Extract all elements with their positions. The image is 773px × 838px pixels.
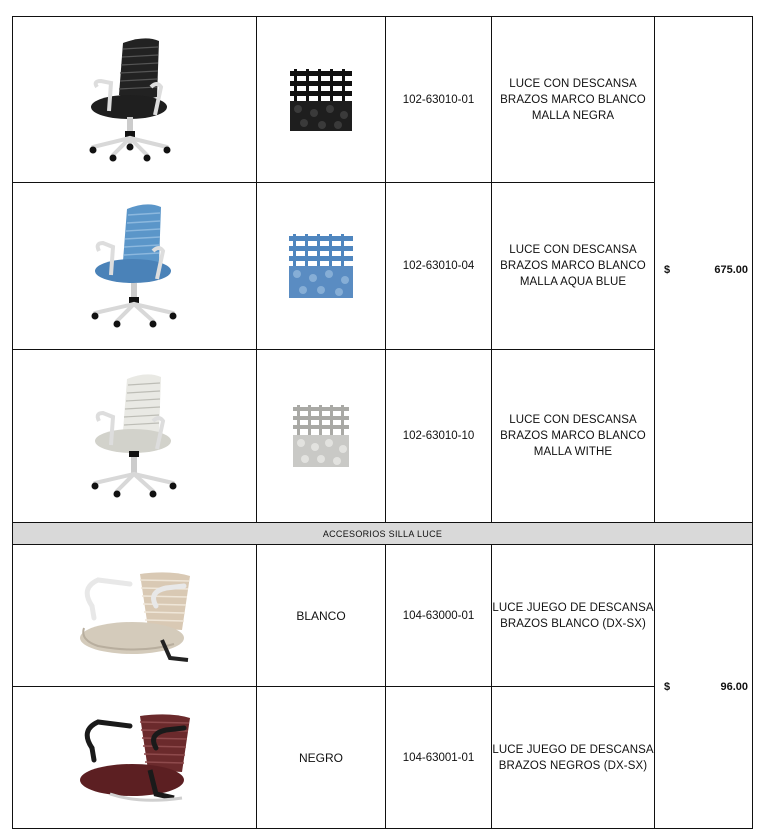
aqua-blue-mesh-swatch [289,234,353,298]
product-code: 102-63010-10 [386,350,492,523]
accessory-code: 104-63000-01 [386,545,492,687]
accessory-description: LUCE JUEGO DE DESCANSA BRAZOS NEGROS (DX-SX) [492,687,655,829]
table-row [13,183,753,350]
accessory-image-cell [13,545,257,687]
accessory-color: BLANCO [257,545,386,687]
product-description: LUCE CON DESCANSA BRAZOS MARCO BLANCO MALLA AQUA BLUE [492,183,655,350]
mesh-swatch-cell [257,350,386,523]
armrest-black-image [70,708,200,808]
product-code: 102-63010-01 [386,17,492,183]
product-image-cell [13,183,257,350]
section-title: ACCESORIOS SILLA LUCE [13,523,753,545]
white-mesh-swatch [293,405,349,467]
product-description: LUCE CON DESCANSA BRAZOS MARCO BLANCO MALLA WITHE [492,350,655,523]
table-row [13,17,753,183]
mesh-swatch-cell [257,17,386,183]
armrest-white-image [70,566,200,666]
chair-black-mesh-image [85,35,185,165]
accessory-color: NEGRO [257,687,386,829]
section-header-row [13,523,753,545]
black-mesh-swatch [290,69,352,131]
accessory-image-cell [13,687,257,829]
price-amount: 675.00 [714,263,748,276]
mesh-swatch-cell [257,183,386,350]
product-image-cell [13,350,257,523]
table-row [13,687,753,829]
table-row [13,545,753,687]
product-image-cell [13,17,257,183]
price-amount: 96.00 [720,680,748,693]
product-price-cell [655,17,753,523]
accessory-price-cell [655,545,753,829]
product-description: LUCE CON DESCANSA BRAZOS MARCO BLANCO MALLA NEGRA [492,17,655,183]
chair-white-mesh-image [85,371,185,501]
currency-symbol: $ [664,263,671,276]
accessory-description: LUCE JUEGO DE DESCANSA BRAZOS BLANCO (DX-SX) [492,545,655,687]
currency-symbol: $ [664,680,671,693]
product-code: 102-63010-04 [386,183,492,350]
table-row [13,350,753,523]
accessory-code: 104-63001-01 [386,687,492,829]
price-list-table [12,16,753,829]
chair-aqua-blue-mesh-image [85,201,185,331]
